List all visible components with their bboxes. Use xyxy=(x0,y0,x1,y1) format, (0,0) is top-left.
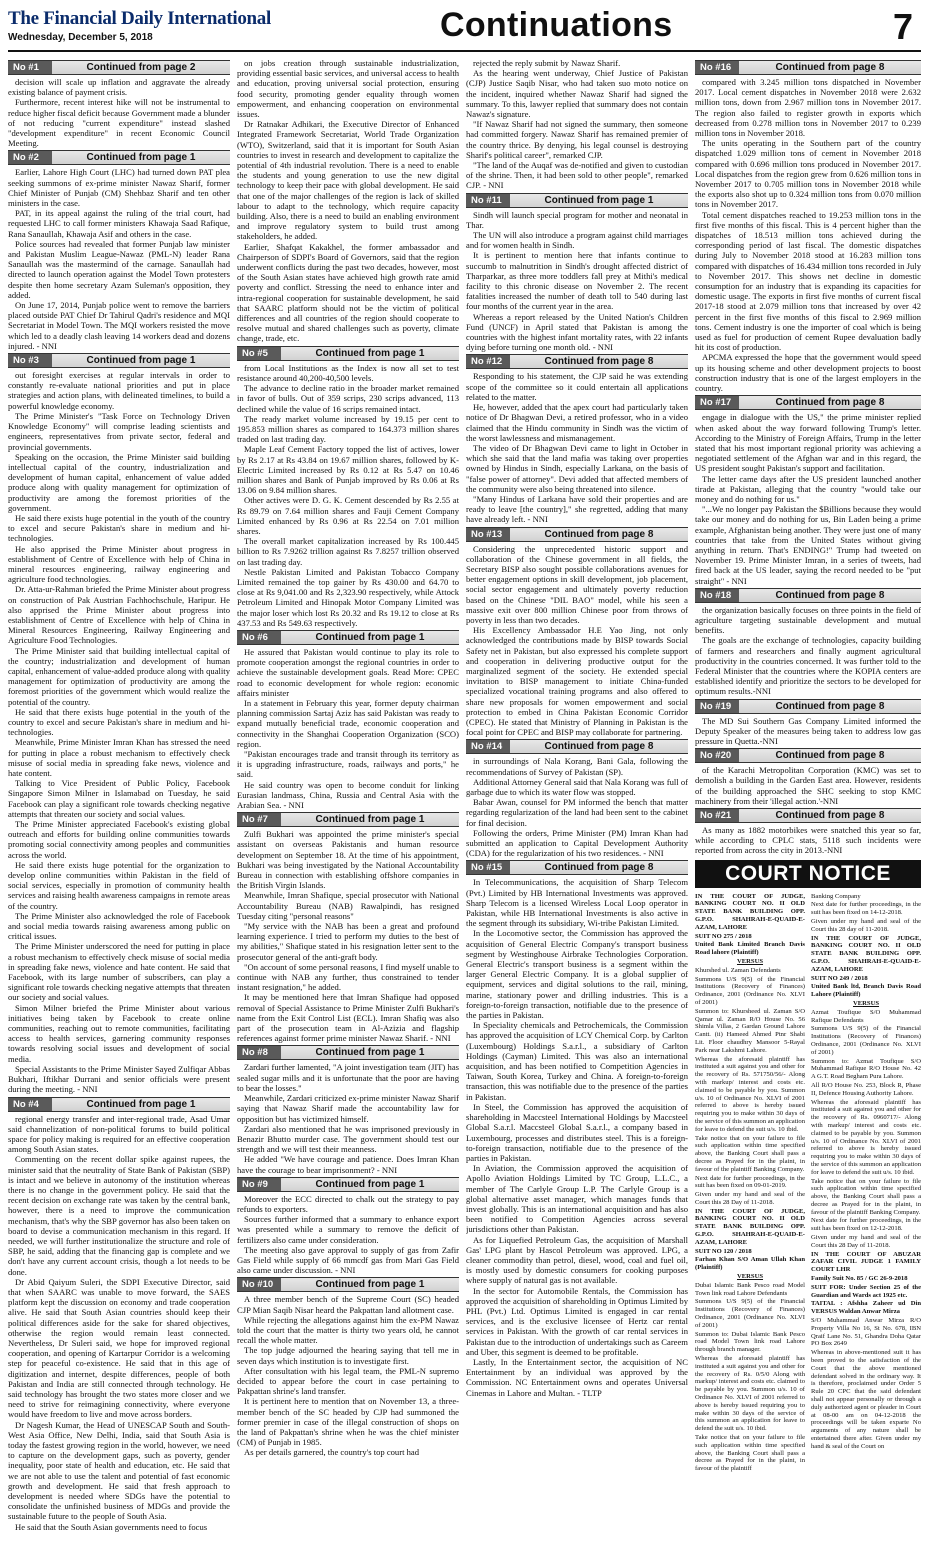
article-paragraph: In a statement in February this year, former deputy chairman planning commission Sartaj Aziz has said Pakistan was ready to expand mutually beneficial trade, economic cooperation and connectivity in the Shanghai Cooperation Organization (SCO) region. xyxy=(237,697,459,749)
article-paragraph: In the Locomotive sector, the Commission has approved the acquisition of General Electric Company's transport business segment by Westinghouse Airbrake Technologies Corporation. General Electric's transport business is a segment within the larger General Electric Company. It is a global supplier of equipment, services and digital solutions to the rail, mining, marine, stationary power and drilling industries. This is a foreign-to-foreign transaction, notifiable due to the presence of the parties in Pakistan. xyxy=(466,928,688,1021)
court-notice-line: Khurshed ul. Zaman Defendants xyxy=(695,966,781,974)
article-body xyxy=(8,1114,230,1532)
article-paragraph: Furthermore, recent interest hike will not be instrumental to reduce higher fiscal deficit because Government made a blunder of not reducing "current expenditure" instead slashed "development expenditure" in recent Economic Council Meeting. xyxy=(8,97,230,149)
continued-from-label: Continued from page 8 xyxy=(544,741,654,753)
article-header xyxy=(695,699,921,714)
article-header xyxy=(237,1277,459,1292)
article-paragraph: A three member bench of the Supreme Court (SC) headed CJP Mian Saqib Nisar heard the Pakpattan land allotment case. xyxy=(237,1294,459,1315)
article-paragraph: He said there exists huge potential in the youth of the country to excel and secure Pakistan's share in medium and hi-technologies. xyxy=(8,512,230,544)
continued-from-label: Continued from page 8 xyxy=(775,589,885,601)
article-header xyxy=(237,630,459,645)
article-number: No #5 xyxy=(237,347,281,360)
article-paragraph: Meanwhile, Prime Minister Imran Khan has stressed the need for putting in place a robust mechanism to effectively check misuse of social media in spreading fake news, violence and hate content. xyxy=(8,737,230,778)
article-paragraph: In Steel, the Commission has approved the acquisition of shareholding in Maccsteel International Holdings by Maccsteel Global S.a.r.l. Maccsteel Global S.a.r.l., a company based in Luxembourg, processes and distributes steel. This is a foreign-to-foreign transaction, notifiable due to the presence of the parties in Pakistan. xyxy=(466,1101,688,1163)
court-notice-line: All R/O House No. 253, Block R, Phase II, Defence Housing Authority Lahore. xyxy=(811,1081,921,1097)
article-paragraph: The Prime Minister underscored the need for putting in place a robust mechanism to effectively check misuse of social media in spreading fake news, violence and hate content. He said that Facebook, with its large number of subscribers, can play a significant role towards checking negative attempts that threaten our society and social values. xyxy=(8,941,230,1003)
article-paragraph: Speaking on the occasion, the Prime Minister said building intellectual capital of the country, industrialization and development of human capital, enhancement of value added produce along with quality management for optimization of productivity are among the foremost priorities of the government. xyxy=(8,451,230,513)
court-notice-line: Whereas the aforesaid plaintiff has instituted a suit against you and other for the recovery of Rs. 571750/56/- Along with markup/ interest and costs etc. claimed to be payable by you. Summon u/s. 10 of Ordinance No. XLVI of 2001 referred to above is hereby issued requiring you to make within 30 days of the service of this summon an application for leave to defend the suit u/s. 10 ibid. xyxy=(695,1055,805,1133)
continued-from-label: Continued from page 8 xyxy=(775,750,885,762)
article-paragraph: on jobs creation through sustainable industrialization, providing essential basic services, and universal access to health and education, proving universal social protection, ensuring food security, promoting gender equality through women empowerment, and enhancing cooperation on environmental issues. xyxy=(237,58,459,120)
article-number: No #14 xyxy=(466,740,510,753)
article-body xyxy=(8,167,230,351)
court-notice-line: Whereas in above-mentioned suit it has been proved to the satisfaction of the Court that the above mentioned defendant solved in the ordinary way. It is therefore, proclaimed under Order 5 Rule 20 CPC that the said defendant shall not appear personally or through a duly authorized agent or pleader in Court at 08-00 am on 04-12-2018 the proceedings will be taken exparte No arguments of any nature shall be entertained there after. Given under my hand & seal of the Court on xyxy=(811,1349,921,1450)
court-notice-line: IN THE COURT OF JUDGE, BANKING COURT NO. II OLD STATE BANK BUILDING OPP. G.P.O. SHAHRAH-E-QUAID-E-AZAM, LAHORE xyxy=(695,1207,805,1246)
article-paragraph: Sindh will launch special program for mother and neonatal in Thar. xyxy=(466,209,688,230)
article-paragraph: Sources further informed that a summary to enhance export was presented while a summary to remove the deficit of fertilizers also came under consideration. xyxy=(237,1214,459,1245)
article-paragraph: Commenting on the recent dollar spike against rupees, the minister said that the neutrality of State Bank of Pakistan (SBP) is intact and we believe in autonomy of the institution whereas there is no change in the government policy. He said that the recent decision on exchange rate was taken by the central bank, however, there is a need to improve the communication mechanism, that's why the SBP governor has also been taken on board to devise a communication mechanism in this regard. If needed, we will further institutionalize the structure and role of SBP, he said, adding that the financing gap is complete and we don't have any current account crisis, though a lot needs to be done. xyxy=(8,1154,230,1277)
article-paragraph: Babar Awan, counsel for PM informed the bench that matter regarding regularization of the land had been sent to the cabinet for final decision. xyxy=(466,797,688,828)
article-number: No #8 xyxy=(237,1046,281,1059)
article-paragraph: rejected the reply submit by Nawaz Sharif. xyxy=(473,58,621,68)
article-paragraph: engage in dialogue with the US," the prime minister replied when asked about the way forward following Trump's letter. According to the Ministry of Foreign Affairs, Trump in the letter stated that his most important regional priority was achieving a negotiated settlement of the Afghan war and in this regard, the US president sought Pakistan's support and facilitation. xyxy=(695,412,921,474)
article-paragraph: Police sources had revealed that former Punjab law minister and Pakistan Muslim League-Nawaz (PML-N) leader Rana Sanaullah was the mastermind of the carnage. Sanaullah had directed to launch operation against the Model Town protesters despite then home secretary Azam Suleman's opposition, they added. xyxy=(8,238,230,300)
article-paragraph: The meeting also gave approval to supply of gas from Zafir Gas Field while supply of 66 mmcdf gas from Mari Gas Field also came under discussion. - NNI xyxy=(237,1244,459,1276)
article-body xyxy=(466,756,688,858)
article-paragraph: In Speciality chemicals and Petrochemicals, the Commission has approved the acquisition of LCY Chemical Corp. by Carlton (Luxembourg) Holdings S.a.r.l., a subsidiary of Carlton Holdings (Cayman) Limited. This was also an international acquisition, and has been notified to Competition Agencies in Taiwan, South Korea, Turkey and China. A foreign-to-foreign transaction, this was notifiable due to the presence of the parties in Pakistan. xyxy=(466,1020,688,1102)
article-paragraph: Moreover the ECC directed to chalk out the strategy to pay refunds to exporters. xyxy=(237,1193,459,1214)
article-body xyxy=(695,412,921,585)
article-paragraph: Additional Attorney General said that Nala Korang was full of garbage due to which its water flow was stopped. xyxy=(466,776,688,797)
article-body xyxy=(237,829,459,1043)
article-body xyxy=(237,1062,459,1174)
article-header xyxy=(695,60,921,75)
article-paragraph: Dr Abid Qaiyum Suleri, the SDPI Executive Director, said that when SAARC was unable to move forward, the SAES platform kept the discussion on economy and trade cooperation alive. He said that South Asian countries should keep their political differences aside for the sake for shared objectives, otherwise the region would remain least connected. Nevertheless, Dr Suleri said, we hope for improved regional cooperation, and opening of Kartarpur Corridor is a welcoming step for peaceful co-existence. He said that in this age of digitization and internet, despite differences, people of both Pakistan and India are still connected through technology. He said technology has brought the two states more closer and we need to strive for reimagining connectivity, where everyone would have freedom to live and move across borders. xyxy=(8,1276,230,1420)
article-body xyxy=(695,765,921,806)
article-number: No #18 xyxy=(695,589,739,602)
continued-from-label: Continued from page 1 xyxy=(315,1047,425,1059)
court-notice-line: SUIT NO 120 / 2018 xyxy=(695,1247,752,1255)
court-notice-line: United Bank Limited Branch Davis Road lahore (Plaintiff) xyxy=(695,941,805,957)
court-notice-line: Family Suit No. 85 / GC 26-9-2018 xyxy=(811,1275,908,1283)
column-1 xyxy=(8,58,230,1548)
article-number: No #10 xyxy=(237,1278,281,1291)
continued-from-label: Continued from page 8 xyxy=(775,397,885,409)
section-title: Continuations xyxy=(440,6,673,44)
court-notice-line: Dubai Islamic Bank Pesco road Model Town link road Lahore Defendants xyxy=(695,1281,805,1297)
article-paragraph: the organization basically focuses on three points in the field of agriculture targeting sustainable development and mutual benefits. xyxy=(695,604,921,636)
article-header xyxy=(695,395,921,410)
article-number: No #7 xyxy=(237,813,281,826)
article-number: No #15 xyxy=(466,861,510,874)
court-notice-line: Summon to: Azmat Toufique S/O Muhammad Rafique R/O House No. 42 A G.T. Road Begham Pura Lahore. xyxy=(811,1057,921,1081)
article-header xyxy=(466,354,688,369)
article-number: No #6 xyxy=(237,631,281,644)
court-notice-line: Summon to: Khursheed ul. Zaman S/O Qamar ul. Zaman R/O House No. 56 Shimla Villas, 2 Gardan Ground Lahore Cantt. (ii) Hameed Ahmed Ptnr Shabi Lit. Floor chaudhry Mansoor 5-Rayal Park near Lakshmi Lahore. xyxy=(695,1007,805,1054)
article-header xyxy=(466,860,688,875)
article-paragraph: regional energy transfer and inter-regional trade, Asad Umar said channelization of non-political forums to build political space for policy making is required for an effective cooperation among South Asian states. xyxy=(8,1113,230,1155)
court-notice-line: IN THE COURT OF ABUZAR ZAFAR CIVIL JUDGE 1 FAMILY COURT LHR xyxy=(811,1250,921,1274)
court-notice-line: Next date for further proceedings, in the suit has been fixed on 09-01-2019. xyxy=(695,1174,805,1190)
article-paragraph: In the sector for Automobile Rentals, the Commission has approved the acquisition of shareholding in Optimus Limited by PHL (Pvt.) Ltd. Optimus Limited is engaged in car rental services, and is the exclusive licensee of Hertz car rental services in Pakistan. With the growth of car rental services in Pakistan due to the introduction of undertakings such as Careem and Uber, this segment is deemed to be profitable. xyxy=(466,1285,688,1357)
column-4 xyxy=(695,58,921,1548)
article-paragraph: Other actives were D. G. K. Cement descended by Rs 2.55 at Rs 89.79 on 7.64 million shares and Fauji Cement Company Limited enhanced by Rs 0.96 at Rs 22.54 on 7.01 million shares. xyxy=(237,495,459,536)
court-notice-line: Summon to: Dubai Islamic Bank Pesco road Model Town link road Lahore through branch manager. xyxy=(695,1330,805,1354)
article-paragraph: As many as 1882 motorbikes were snatched this year so far, while according to CPLC stats, 5118 such incidents were reported from across the city in 2013.-NNI xyxy=(695,825,921,856)
article-paragraph: The Prime Minister's "Task Force on Technology Driven Knowledge Economy" will comprise leading scientists and engineers, representatives from private sector, federal and provincial governments. xyxy=(8,410,230,452)
article-paragraph: As the hearing went underway, Chief Justice of Pakistan (CJP) Justice Saqib Nisar, who had taken suo moto notice on the incident, inquired whether Nawaz Sharif had signed the summary. To this, lawyer replied that summary does not contain Nawaz's signature. xyxy=(466,68,688,120)
article-body xyxy=(237,58,459,344)
article-paragraph: As for Liquefied Petroleum Gas, the acquisition of Marshall Gas' LPG plant by Hascol Petroleum was approved. LPG, a cleaner commodity than petrol, diesel, wood, coal and fuel oil, is mostly used by domestic consumers for cooking purposes where supply of natural gas is not available. xyxy=(466,1234,688,1286)
article-header xyxy=(466,739,688,754)
article-paragraph: Earlier, Lahore High Court (LHC) had turned down PAT plea seeking summons of ex-prime minister Nawaz Sharif, former Chief Minister of Punjab (CM) Shehbaz Sharif and ten other ministers in the case. xyxy=(8,167,230,209)
court-notice-line: IN THE COURT OF JUDGE, BANKING COURT NO. II OLD STATE BANK BUILDING OPP. G.P.O. SHAHRAH-E-QUAID-E-AZAM, LAHORE xyxy=(695,892,805,931)
article-paragraph: He also apprised the Prime Minister about progress in establishment of Centre of Excellence with help of China in mineral resources engineering, railway engineering and agriculture food technologies. xyxy=(8,543,230,585)
article-number: No #20 xyxy=(695,749,739,762)
article-body xyxy=(8,77,230,148)
article-paragraph: The video of Dr Bhagwan Devi came to light in October in which she said that the land mafia was taking over properties owned by Hindus in Sindh, especially Larkana, on the basis of "false power of attorney". Devi added that affected members of the community were also being threatened into silence. xyxy=(466,442,688,494)
court-notice-line: Take notice that on your failure to file such application within time specified above, the Banking Court shall pass a decree as Prayed for in the plaint, in favour of the plaintiff Banking Company. xyxy=(811,1177,921,1216)
article-paragraph: After consultation with his legal team, the PML-N supremo decided to appear before the court in case pertaining to Pakpattan shrine's land transfer. xyxy=(237,1365,459,1397)
article-paragraph: Total cement dispatches reached to 19.253 million tons in the first five months of this fiscal. This is 4 percent higher than the dispatches of 18.513 million tons achieved during the corresponding period of last fiscal. The domestic dispatches during July to November 2018 stood at 16.283 million tons compared with dispatches of 16.434 million tons recorded in July to November 2017. This shows net decline in domestic consumption for an industry that is expanding its capacities for domestic usage. The exports in first five months of current fiscal 2017-18 stood at 2.079 million tons that increased by over 42 percent in the first five months of this fiscal to 2.969 million tons. Cement industry is one the importer of coal which is being used as fuel for production of cement Rupee devaluation badly hit its cost of production. xyxy=(695,209,921,353)
article-number: No #11 xyxy=(466,194,510,207)
article-header xyxy=(695,748,921,763)
article-body xyxy=(695,716,921,747)
masthead xyxy=(8,6,921,52)
article-paragraph: On June 17, 2014, Punjab police went to remove the barriers placed outside PAT Chief Dr Tahirul Qadri's residence and MQI Secretariat in Model Town. The MQI workers resisted the move which led to a deadly clash leaving 14 workers dead and dozens injured. - NNI xyxy=(8,300,230,351)
article-paragraph: Zardari also mentioned that he was imprisoned previously in Benazir Bhutto murder case. The government should test our strength and we will test their meanness. xyxy=(237,1123,459,1155)
court-notice-line: United Bank ltd, Branch Davis Road Lahore (Plaintiff) xyxy=(811,983,921,999)
article-paragraph: Nestle Pakistan Limited and Pakistan Tobacco Company Limited remained the top gainer by Rs 430.00 and 64.70 to close at Rs 9,041.00 and Rs 2,323.90 respectively, while Attock Petroleum Limited and Hinopak Motor Company Limited was the major loser which lost Rs 20.32 and Rs 19.12 to close at Rs 437.53 and Rs 549.63 respectively. xyxy=(237,566,459,628)
court-notice-line: IN THE COURT OF JUDGE, BANKING COURT NO. II OLD STATE BANK BUILDING OPP. G.P.O. SHAHRAH-E-QUAID-E-AZAM, LAHORE xyxy=(811,934,921,973)
article-body xyxy=(695,605,921,697)
article-paragraph: The letter came days after the US president launched another tirade at Pakistan, alleging that the country "would take our money and do nothing for us." xyxy=(695,473,921,504)
article-paragraph: He assured that Pakistan would continue to play its role to promote cooperation amongst the regional countries in order to achieve the sustainable development goals. Read More: CPEC road to economic development for whole region: economic affairs minister xyxy=(237,646,459,698)
continued-from-label: Continued from page 1 xyxy=(315,1178,425,1190)
article-body xyxy=(466,877,688,1397)
article-paragraph: It is pertinent here to mention that on November 13, a three-member bench of the SC headed by CJP had summoned the former premier in case of the illegal construction of shops on the land of Pakpattan's shrine when he was the chief minister (CM) of Punjab in 1985. xyxy=(237,1396,459,1448)
newspaper-name: The Financial Daily International xyxy=(8,8,271,29)
article-paragraph: Whereas a report released by the United Nation's Children Fund (UNCF) in April stated that Pakistan is among the countries with the highest infant mortality rates, with 22 infants dying before turning one month old. - NNI xyxy=(466,311,688,353)
court-notice-right-column xyxy=(811,893,921,1474)
article-paragraph: "My service with the NAB has been a great and profound learning experience. I tried to perform my duties to the best of my abilities," Shafique stated in his resignation letter sent to the prosecutor general of the anti-graft body. xyxy=(237,921,459,962)
article-paragraph: He said country was open to become conduit for linking Eurasian landmass, China, Russia and Central Asia with the Arabian Sea. - NNI xyxy=(237,779,459,811)
article-paragraph: The goals are the exchange of technologies, capacity building of farmers and researchers and finally augment agricultural productivity in the countries concerned. It was further told to the Federal Minister that the countries where the KOPIA centers are established identify and prioritize the sectors to be developed for optimum results.-NNI xyxy=(695,635,921,697)
article-paragraph: Following the orders, Prime Minister (PM) Imran Khan had submitted an application to Capital Development Authority (CDA) for the regularization of his two residences. - NNI xyxy=(466,827,688,859)
continued-from-label: Continued from page 8 xyxy=(544,356,654,368)
article-paragraph: Zardari further lamented, "A joint investigation team (JIT) has sealed sugar mills and it is unfortunate that the poor are having to bear the losses." xyxy=(237,1062,459,1093)
court-notice-line: Summons U/S 9(5) of the Financial Institutions (Recovery of Finances) Ordinance, 2001 (Ordinance No. XLVI of 2001) xyxy=(695,1298,805,1329)
article-body xyxy=(466,58,688,191)
article-paragraph: of the Karachi Metropolitan Corporation (KMC) was set to demolish a building in the Garden East area. However, residents of the building approached the SHC seeking to stop KMC machinery from their 'illegal action.'-NNI xyxy=(695,765,921,806)
article-paragraph: The units operating in the Southern part of the country dispatched 1.029 million tons of cement in November 2018 compared with 0.696 million tons produced in November 2017. Local dispatches from the region grew from 0.626 million tons in November 2017 to 0.705 million tons in November 2018 while the exports also shot up to 0.324 million tons from 0.070 million tons in November 2017. xyxy=(695,138,921,210)
article-number: No #4 xyxy=(8,1098,52,1111)
article-paragraph: He said there exists huge potential for the organization to develop online communities within Pakistan in the field of social services, especially in promotion of community health services and raising health awareness campaigns in remote areas of the country. xyxy=(8,859,230,911)
article-paragraph: Earlier, Shafqat Kakakhel, the former ambassador and Chairperson of SDPI's Board of Governors, said that the region underwent conflicts during the past two decades, however, most of the South Asian states have achieved high growth rate amid poverty and conflict. Stressing the need to enhance inter and intra-regional cooperation for sustainable development, he said that SAARC platform should not be the victim of political differences and all countries of the region should cooperate to resolve mutual and shared challenges such as poverty, climate change, trade, etc. xyxy=(237,241,459,344)
article-paragraph: The advance to decline ratio in the broader market remained in favor of bulls. Out of 359 scrips, 230 scrips advanced, 113 declined while the value of 16 scrips remained intact. xyxy=(237,383,459,414)
article-paragraph: He said that the South Asian governments need to focus xyxy=(15,1521,208,1532)
article-paragraph: Zulfi Bukhari was appointed the prime minister's special assistant on overseas Pakistanis and human resource development on September 18. At the time of his appointment, Bukhari was being investigated by the National Accountability Bureau in connection with establishing offshore companies in the British Virgin Islands. xyxy=(237,829,459,891)
article-paragraph: While rejecting the allegations against him the ex-PM Nawaz told the court that the matter is thirty two years old, he cannot recall the whole matter. xyxy=(237,1314,459,1346)
article-paragraph: He, however, added that the apex court had particularly taken notice of Dr Bhagwan Devi, a retired professor, who in a video claimed that the Hindu community in Sindh was the victim of the worst lawlessness and mismanagement. xyxy=(466,402,688,443)
continued-from-label: Continued from page 1 xyxy=(315,347,425,359)
article-paragraph: Meanwhile, Zardari criticized ex-prime minister Nawaz Sharif saying that Nawaz Sharif made the accountability law for opposition but has victimized himself. xyxy=(237,1093,459,1124)
article-paragraph: "...We no longer pay Pakistan the $Billions because they would take our money and do nothing for us, Bin Laden being a prime example, Afghanistan being another. They were just one of many countries that take from the United States without giving anything in return. That's ENDING!" Trump had tweeted on November 19. Prime Minister Imran, in a series of tweets, had fired back at the US leader, saying the record needed to be "put straight" - NNI xyxy=(695,504,921,586)
court-notice-line: Azmat Toufique S/O Muhammad Rafique Defendants xyxy=(811,1008,921,1024)
article-paragraph: APCMA expressed the hope that the government would speed up its housing scheme and other development projects to boost construction industry that is one of the largest employers in the country. xyxy=(695,352,921,394)
article-paragraph: out foresight exercises at regular intervals in order to constantly re-evaluate national priorities and put in place strategies and action plans, with delineated timelines, to build a powerful knowledge economy. xyxy=(8,370,230,411)
court-notice-line: Take notice that on your failure to file such application within time specified above, the Banking Court shall pass a decree as Prayed for in the plaint, in favour of the plaintiff xyxy=(695,1434,805,1473)
article-body xyxy=(237,363,459,628)
court-notice-body xyxy=(695,893,921,1474)
court-notice-line: SUIT FOR: Under Section 25 of the Guardian and Wards act 1925 etc. xyxy=(811,1283,921,1299)
article-number: No #3 xyxy=(8,354,52,367)
court-notice-line: Next date for further proceedings, in the suit has been fixed on 12-12-2018. xyxy=(811,1217,921,1233)
court-notice-line: VERSUS xyxy=(736,957,764,965)
article-paragraph: Meanwhile, Imran Shafique, special prosecutor with National Accountability Bureau (NAB) Rawalpindi, has resigned Tuesday citing "personal reasons" xyxy=(237,890,459,921)
article-header xyxy=(237,1045,459,1060)
court-notice-line: VERSUS xyxy=(736,1273,764,1281)
article-header xyxy=(8,60,230,75)
court-notice-line: S/O Muhammad Anwar Mirza R/O Property Villa No 16, St No. 678, IBN Qraif Lane No. 51, Ghandra Doha Qatar PO Box 2649 xyxy=(811,1317,921,1348)
court-notice-line: Summons U/S 9(5) of the Financial Institutions (Recovery of Finances) Ordinance, 2001 (Ordinance No. XLVI of 2001) xyxy=(695,975,805,1006)
court-notice-line: SUIT NO 249 / 2018 xyxy=(811,974,868,982)
continued-from-label: Continued from page 8 xyxy=(544,862,654,874)
article-paragraph: It is pertinent to mention here that infants continue to succumb to malnutrition in Sindh's drought affected district of Tharparkar, as three more toddlers fall prey at Mithi's medical facility to this chronic disease on November 2. The recent fatalities increased the number of death toll to 540 during last four months of the current year in the area. xyxy=(466,250,688,312)
article-paragraph: The ready market volume increased by 19.15 per cent to 195.853 million shares as compared to 164.373 million shares traded on last trading day. xyxy=(237,413,459,445)
article-paragraph: The UN will also introduce a program against child marriages and for women health in Sindh. xyxy=(466,230,688,251)
article-body xyxy=(466,210,688,353)
issue-date: Wednesday, December 5, 2018 xyxy=(8,32,153,43)
article-paragraph: Dr Ratnakar Adhikari, the Executive Director of Enhanced Integrated Framework Secretariat, World Trade Organization (WTO), Switzerland, said that it is important for South Asian countries to invest in research and development to capitalize the potential of 4th industrial revolution. There is a need to enable the students and young generation to use the new digital technology to keep their pace with global development. He said that one of the major challenges of the region is lack of skilled labour to adapt to the technology, which require capacity building. Also, there is a need to build an enabling environment and improve regulatory system to build trust among stakeholders, he added. xyxy=(237,119,459,242)
article-number: No #16 xyxy=(695,61,739,74)
continued-from-label: Continued from page 2 xyxy=(86,62,196,73)
continued-from-label: Continued from page 8 xyxy=(775,62,885,73)
continued-from-label: Continued from page 8 xyxy=(775,810,885,821)
article-paragraph: In Telecommunications, the acquisition of Sharp Telecom (Pvt.) Limited by HB International Investments was approved. Sharp Telecom is a licensed Wireless Local Loop operator in Pakistan, while HB International Investments is also active in the segment through its subsidiary, Wi-tribe Pakistan Limited. xyxy=(466,877,688,929)
article-paragraph: His Excellency Ambassador H.E Yao Jing, not only acknowledged the contributions made by BISP towards Social Safety net in Pakistan, but also expressed his complete support and cooperation in delivering productive output for the marginalized segment of the society. He extended special invitation to BISP management to initiate China-funded specialized vocational training programs and also offered to share new proposals for women empowerment and social protection to embed in China Pakistan Economic Corridor (CPEC). He stated that Ministry of Planning in Pakistan is the focal point for CPEC and BISP may collaborate for partnering. xyxy=(466,625,688,738)
article-paragraph: The Prime Minister appreciated Facebook's existing global outreach and efforts for building online communities towards promoting social connectivity among peoples and communities across the world. xyxy=(8,819,230,860)
article-header xyxy=(695,588,921,603)
court-notice-line: Given under my hand and seal of the Court this 28 Day of 11-2018. xyxy=(811,1234,921,1249)
court-notice-line: Given under my hand and seal of the Court this 28 day of 11-2018. xyxy=(811,918,921,933)
court-notice-left-column xyxy=(695,893,805,1474)
court-notice-line: Summons U/S 9(5) of the Financial Institutions (Recovery of Finances) Ordinance, 2001 (Ordinance No. XLVI of 2001) xyxy=(811,1025,921,1056)
article-number: No #2 xyxy=(8,151,52,164)
article-paragraph: Talking to Vice President of Public Policy, Facebook Singapore Simon Milner in Islamabad on Tuesday, he said Facebook can play a significant role towards checking negative attempts that threaten our society and social values. xyxy=(8,778,230,819)
article-paragraph: in surroundings of Nala Korang, Bani Gala, following the recommendations of Survey of Pakistan (SP). xyxy=(466,756,688,777)
article-body xyxy=(695,825,921,856)
article-paragraph: The top judge adjourned the hearing saying that tell me in seven days which institution is to investigate first. xyxy=(237,1345,459,1366)
page-number: 7 xyxy=(892,6,913,47)
continued-from-label: Continued from page 8 xyxy=(544,528,654,540)
continued-from-label: Continued from page 1 xyxy=(315,631,425,643)
article-body xyxy=(695,77,921,393)
article-paragraph: It may be mentioned here that Imran Shafique had opposed removal of Special Assistance to Prime Minister Zulfi Bukhari's name from the Exit Control List (ECL). Imran Shafiq was also part of the prosecution team in Al-Azizia and flagship references against former prime minister Nawaz Sharif. - NNI xyxy=(237,992,459,1044)
article-header xyxy=(237,812,459,827)
article-number: No #12 xyxy=(466,355,510,368)
court-notice-line: Given under my hand and seal of the Court this 28 Day of 11-2018. xyxy=(695,1191,805,1206)
article-header xyxy=(8,150,230,165)
article-paragraph: from Local Institutions as the Index is now all set to test resistance around 40,200-40,500 levels. xyxy=(237,362,459,383)
article-header xyxy=(466,527,688,542)
article-paragraph: "Pakistan encourages trade and transit through its territory as it is upgrading infrastructure, roads, railways and ports," he said. xyxy=(237,749,459,780)
article-paragraph: "The land of the Auqaf was de-notified and given to custodian of the shrine. Then, it had been sold to other people", remarked CJP. - NNI xyxy=(466,160,688,191)
article-paragraph: compared with 3.245 million tons dispatched in November 2017. Local cement dispatches in November 2018 were 2.632 million tons, down from 2.967 million tons in November 2017. The region also failed to register growth in exports which decreased from 0.278 million tons in November 2017 to 0.239 million tons in November 2018. xyxy=(695,77,921,139)
article-header xyxy=(8,353,230,368)
continued-from-label: Continued from page 1 xyxy=(315,1279,425,1291)
article-paragraph: PAT, in its appeal against the ruling of the trial court, had requested LHC to call former ministers Khawaja Saad Rafique, Rana Sanaullah, Khawaja Asif and others in the case. xyxy=(8,208,230,239)
article-paragraph: "Many Hindus of Larkana have sold their properties and are ready to leave [the country]," she regretted, adding that many have already left. - NNI xyxy=(466,493,688,525)
article-paragraph: Simon Milner briefed the Prime Minister about various initiatives being taken by Facebook to create online communities, reaching out to remote communities, facilitating access to health services, garnering community responses towards resolving social issues and development of social media. xyxy=(8,1002,230,1064)
article-paragraph: In Aviation, the Commission approved the acquisition of Apollo Aviation Holdings Limited by TC Group, L.L.C., a member of The Carlyle Group L.P. The Carlyle Group is a global alternative asset manager, which manages funds that invest globally. This is an international acquisition and has also been notified to Competition Agencies across several jurisdictions other than Pakistan. xyxy=(466,1163,688,1235)
column-2 xyxy=(237,58,459,1548)
court-notice-line: SUIT NO 275 / 2018 xyxy=(695,932,752,940)
article-paragraph: Dr Nagesh Kumar, the Head of UNESCAP South and South-West Asia Office, New Delhi, India, said that South Asia is today the fastest growing region in the world, however, we need to capture on the development gaps, such as poverty, gender inequality, poor state of health and education, etc. He said that we are not able to use the talent and potential of fast economic growth and development. He said that fresh approach to development is needed where SDGs have the potential to consolidate the unfinished business of MDGs and provide the sustainable future to the people of South Asia. xyxy=(8,1419,230,1522)
court-notice-banner: COURT NOTICE xyxy=(695,860,921,888)
court-notice-line: Whereas the aforesaid plaintiff has instituted a suit against you and other for the recovery of Rs. 0/5/0 Along with markup/ interest and costs etc. claimed to be payable by you. Summon u/s. 10 of Ordinance No. XLVI of 2001 referred to above is hereby issued requiring you to make within 30 days of the service of this summon an application for leave to defend the suit u/s. 10 ibid. xyxy=(695,1355,805,1433)
court-notice-line: VERSUS xyxy=(852,999,880,1007)
article-body xyxy=(237,1294,459,1457)
article-paragraph: "If Nawaz Sharif had not signed the summary, then someone had committed forgery. Nawaz Sharif has remained premier of the country thrice. By denying, his legal counsel is destroying Sharif's political career", remarked CJP. xyxy=(466,119,688,160)
column-4-articles xyxy=(695,60,921,856)
article-paragraph: Lastly, In the Entertainment sector, the acquisition of NC Entertainment by an individual was approved by the Commission. NC Entertainment owns and operates Universal Cinemas in Lahore and Multan. - TLTP xyxy=(466,1356,688,1398)
column-3 xyxy=(466,58,688,1548)
article-number: No #19 xyxy=(695,700,739,713)
article-header xyxy=(466,193,688,208)
continued-from-label: Continued from page 1 xyxy=(86,355,196,367)
article-paragraph: Special Assistants to the Prime Minister Sayed Zulfiqar Abbas Bukhari, Iftikhar Durrani and senior officials were present during the meeting. - NNI xyxy=(8,1063,230,1095)
continued-from-label: Continued from page 1 xyxy=(544,194,654,206)
article-number: No #21 xyxy=(695,809,739,822)
article-paragraph: The overall market capitalization increased by Rs 100.445 billion to Rs 7.9262 trillion against Rs 7.8257 trillion observed on last trading day. xyxy=(237,536,459,567)
article-paragraph: Considering the unprecedented historic support and collaboration of the Chinese government in all fields, the Secretary BISP also sought possible collaborations avenues for better engagement options in skill development, job placement, social sector engagement and ultimately poverty reduction based on the Chinese "DIL BAO" model, while his seen a massive exit over 800 million Chinese poor from throws of poverty in less than two decades. xyxy=(466,543,688,625)
article-paragraph: Dr. Atta-ur-Rahman briefed the Prime Minister about progress on construction of Pak Austrian Fachhochschule, Haripur. He also apprised the Prime Minister about progress into establishment of Centre of Excellence with help of China in Mineral Resources Engineering, Railway Engineering and Agriculture Food Technologies. xyxy=(8,584,230,646)
article-number: No #17 xyxy=(695,396,739,409)
continued-from-label: Continued from page 8 xyxy=(775,700,885,712)
court-notice-line: Take notice that on your failure to file such application within time specified above, the Banking Court shall pass a decree as Prayed for in the plaint, in favour of the plaintiff Banking Company. xyxy=(695,1134,805,1173)
article-header xyxy=(695,808,921,823)
article-body xyxy=(8,370,230,1094)
article-header xyxy=(8,1097,230,1112)
article-header xyxy=(237,346,459,361)
article-paragraph: Maple Leaf Cement Factory topped the list of actives, lower by Rs 2.17 at Rs 43.84 on 19.67 million shares, followed by K-Electric Limited increased by Rs 0.12 at Rs 5.47 on 10.46 million shares and Bank of Punjab improved by Rs 0.06 at Rs 13.06 on 9.84 million shares. xyxy=(237,444,459,496)
continued-from-label: Continued from page 1 xyxy=(86,152,196,164)
article-paragraph: As per details garnered, the country's top court had xyxy=(244,1447,420,1458)
continued-from-label: Continued from page 1 xyxy=(86,1098,196,1110)
article-header xyxy=(237,1177,459,1192)
article-number: No #13 xyxy=(466,528,510,541)
court-notice-line: Banking Company xyxy=(811,892,861,900)
article-body xyxy=(237,1194,459,1276)
article-number: No #1 xyxy=(8,61,52,74)
court-notice-line: Next date for further proceedings, in the suit has been fixed on 14-12-2018. xyxy=(811,901,921,917)
article-paragraph: The Prime Minister also acknowledged the role of Facebook and social media towards raising awareness among public on critical issues. xyxy=(8,910,230,942)
article-paragraph: He added "We have courage and patience. Does Imran Khan have the courage to bear imprisonment? - NNI xyxy=(237,1154,459,1175)
continued-from-label: Continued from page 1 xyxy=(315,814,425,826)
article-paragraph: decision will scale up inflation and aggravate the already existing balance of payment crisis. xyxy=(8,77,230,98)
article-paragraph: Responding to his statement, the CJP said he was extending scope of the committee so it could entertain all applications related to the matter. xyxy=(466,371,688,402)
article-paragraph: He said that there exists huge potential in the youth of the country to excel and secure Pakistan's share in medium and hi-technologies. xyxy=(8,706,230,738)
article-paragraph: The MD Sui Southern Gas Company Limited informed the Deputy Speaker of the measures being taken to address low gas pressure in Quetta.-NNI xyxy=(695,715,921,746)
article-paragraph: "On account of some personal reasons, I find myself unable to continue with NAB any further, thus constrained to tender instant resignation," he added. xyxy=(237,961,459,993)
court-notice-line: TAITAL : Afshha Zaheer ud Din VERSUS Waldan Anwar Mirza xyxy=(811,1300,921,1316)
court-notice-line: Whereas the aforesaid plaintiff has instituted a suit against you and other for the recovery of Rs. 0960717/- Along with markup/ interest and costs etc. claimed to be payable by you. Summon u/s. 10 of Ordinance No. XLVI of 2001 referred to above is hereby issued requiring you to make within 30 days of the service of this summon an application for leave to defend the suit u/s. 10 ibid. xyxy=(811,1098,921,1176)
article-paragraph: The Prime Minister said that building intellectual capital of the country; industrialization and development of human capital, enhancement of value-added produce along with quality management for optimization of productivity are among the foremost priorities of the government which would realize the potential of the country. xyxy=(8,645,230,707)
article-body xyxy=(237,647,459,810)
article-body xyxy=(466,544,688,738)
article-body xyxy=(466,371,688,524)
court-notice-line: Farhan Khan S/O Aman Ullah Khan (Plaintiff) xyxy=(695,1256,805,1272)
article-number: No #9 xyxy=(237,1178,281,1191)
